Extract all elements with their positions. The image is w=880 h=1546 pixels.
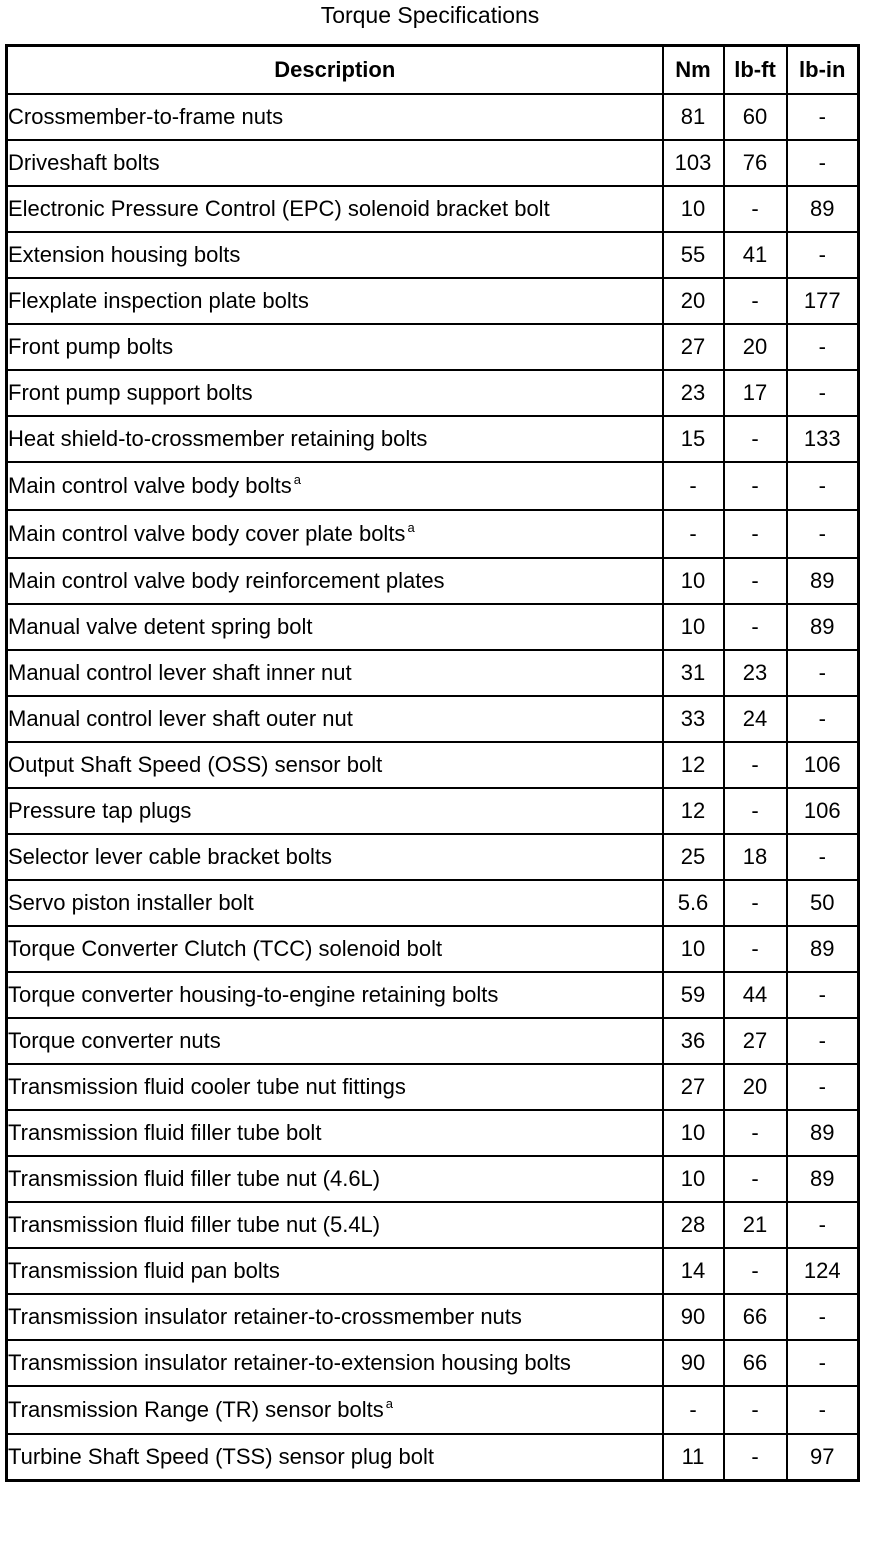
lbft-value: - — [724, 1248, 787, 1294]
lbin-value: 89 — [787, 926, 859, 972]
lbin-value: - — [787, 1064, 859, 1110]
nm-value: 5.6 — [663, 880, 724, 926]
row-description-cell — [7, 972, 663, 1018]
table-row — [7, 1018, 859, 1064]
row-description-cell — [7, 94, 663, 140]
table-row — [7, 1064, 859, 1110]
row-description-cell — [7, 1018, 663, 1064]
row-description: Flexplate inspection plate bolts — [8, 288, 309, 313]
lbft-value: 18 — [724, 834, 787, 880]
row-description: Pressure tap plugs — [8, 798, 192, 823]
row-description-cell — [7, 1340, 663, 1386]
nm-value: 103 — [663, 140, 724, 186]
table-row — [7, 650, 859, 696]
lbin-value: - — [787, 972, 859, 1018]
lbft-value: 21 — [724, 1202, 787, 1248]
row-description-cell — [7, 1294, 663, 1340]
footnote-marker: a — [293, 472, 301, 487]
lbft-value: 27 — [724, 1018, 787, 1064]
row-description-cell — [7, 696, 663, 742]
lbft-value: 20 — [724, 1064, 787, 1110]
row-description-cell — [7, 558, 663, 604]
nm-value: 33 — [663, 696, 724, 742]
lbin-value: - — [787, 232, 859, 278]
lbft-value: - — [724, 462, 787, 510]
lbin-value: - — [787, 94, 859, 140]
table-row — [7, 926, 859, 972]
lbft-value: 66 — [724, 1294, 787, 1340]
table-row — [7, 462, 859, 510]
nm-value: 90 — [663, 1340, 724, 1386]
table-row — [7, 1110, 859, 1156]
nm-value: 27 — [663, 1064, 724, 1110]
table-row — [7, 186, 859, 232]
lbin-value: - — [787, 696, 859, 742]
lbft-value: 60 — [724, 94, 787, 140]
lbft-value: - — [724, 558, 787, 604]
table-row — [7, 696, 859, 742]
lbin-value: - — [787, 1294, 859, 1340]
lbin-value: 133 — [787, 416, 859, 462]
lbft-value: - — [724, 416, 787, 462]
row-description: Main control valve body reinforcement plates — [8, 568, 445, 593]
nm-value: - — [663, 462, 724, 510]
torque-spec-table — [5, 44, 860, 1482]
lbft-value: 23 — [724, 650, 787, 696]
lbin-value: - — [787, 834, 859, 880]
lbin-value: 89 — [787, 1110, 859, 1156]
row-description-cell — [7, 370, 663, 416]
row-description-cell — [7, 278, 663, 324]
lbin-value: 124 — [787, 1248, 859, 1294]
lbin-value: - — [787, 1340, 859, 1386]
nm-value: 55 — [663, 232, 724, 278]
nm-value: 90 — [663, 1294, 724, 1340]
table-row — [7, 94, 859, 140]
table-row — [7, 834, 859, 880]
row-description: Driveshaft bolts — [8, 150, 160, 175]
table-body — [7, 94, 859, 1481]
table-row — [7, 1202, 859, 1248]
row-description: Main control valve body cover plate bolts — [8, 521, 406, 546]
table-row — [7, 510, 859, 558]
nm-value: 15 — [663, 416, 724, 462]
lbin-value: 97 — [787, 1434, 859, 1481]
row-description: Torque converter housing-to-engine retaining bolts — [8, 982, 499, 1007]
nm-value: 14 — [663, 1248, 724, 1294]
table-row — [7, 1340, 859, 1386]
lbft-value: - — [724, 742, 787, 788]
lbft-value: 20 — [724, 324, 787, 370]
column-header-lbft: lb-ft — [724, 46, 787, 95]
row-description-cell — [7, 416, 663, 462]
lbin-value: 50 — [787, 880, 859, 926]
row-description: Front pump support bolts — [8, 380, 253, 405]
table-row — [7, 324, 859, 370]
nm-value: - — [663, 1386, 724, 1434]
table-row — [7, 1294, 859, 1340]
nm-value: 10 — [663, 1110, 724, 1156]
row-description: Front pump bolts — [8, 334, 174, 359]
row-description-cell — [7, 1386, 663, 1434]
row-description: Transmission fluid filler tube nut (4.6L) — [8, 1166, 381, 1191]
row-description-cell — [7, 232, 663, 278]
lbft-value: 41 — [724, 232, 787, 278]
page-title: Torque Specifications — [320, 2, 540, 28]
row-description-cell — [7, 1110, 663, 1156]
row-description: Transmission fluid cooler tube nut fittings — [8, 1074, 406, 1099]
row-description: Manual control lever shaft outer nut — [8, 706, 353, 731]
row-description: Manual valve detent spring bolt — [8, 614, 313, 639]
column-header-nm: Nm — [663, 46, 724, 95]
row-description-cell — [7, 650, 663, 696]
lbft-value: - — [724, 1156, 787, 1202]
row-description: Manual control lever shaft inner nut — [8, 660, 352, 685]
nm-value: - — [663, 510, 724, 558]
row-description: Transmission insulator retainer-to-crossmember nuts — [8, 1304, 522, 1329]
table-row — [7, 742, 859, 788]
row-description-cell — [7, 140, 663, 186]
column-header-description: Description — [7, 46, 663, 95]
row-description: Transmission Range (TR) sensor bolts — [8, 1397, 384, 1422]
footnote-marker: a — [407, 520, 415, 535]
row-description-cell — [7, 1248, 663, 1294]
lbft-value: - — [724, 788, 787, 834]
table-row — [7, 140, 859, 186]
row-description-cell — [7, 462, 663, 510]
nm-value: 20 — [663, 278, 724, 324]
row-description-cell — [7, 324, 663, 370]
row-description: Selector lever cable bracket bolts — [8, 844, 333, 869]
table-row — [7, 1156, 859, 1202]
lbin-value: - — [787, 140, 859, 186]
lbin-value: - — [787, 462, 859, 510]
table-row — [7, 232, 859, 278]
column-header-lbin: lb-in — [787, 46, 859, 95]
nm-value: 23 — [663, 370, 724, 416]
lbin-value: 89 — [787, 1156, 859, 1202]
row-description: Heat shield-to-crossmember retaining bolts — [8, 426, 428, 451]
lbft-value: - — [724, 186, 787, 232]
nm-value: 25 — [663, 834, 724, 880]
header-row — [7, 46, 859, 95]
nm-value: 10 — [663, 1156, 724, 1202]
table-row — [7, 972, 859, 1018]
row-description-cell — [7, 186, 663, 232]
lbft-value: - — [724, 604, 787, 650]
lbft-value: - — [724, 1434, 787, 1481]
table-row — [7, 1248, 859, 1294]
lbin-value: - — [787, 1386, 859, 1434]
lbin-value: - — [787, 370, 859, 416]
row-description-cell — [7, 926, 663, 972]
table-row — [7, 278, 859, 324]
row-description-cell — [7, 510, 663, 558]
row-description: Torque converter nuts — [8, 1028, 221, 1053]
table-row — [7, 1386, 859, 1434]
row-description-cell — [7, 880, 663, 926]
table-header — [7, 46, 859, 95]
row-description: Crossmember-to-frame nuts — [8, 104, 284, 129]
lbft-value: - — [724, 510, 787, 558]
lbin-value: - — [787, 1202, 859, 1248]
row-description-cell — [7, 1202, 663, 1248]
nm-value: 10 — [663, 604, 724, 650]
lbin-value: 177 — [787, 278, 859, 324]
row-description: Electronic Pressure Control (EPC) solenoid bracket bolt — [8, 196, 550, 221]
nm-value: 36 — [663, 1018, 724, 1064]
nm-value: 28 — [663, 1202, 724, 1248]
table-row — [7, 788, 859, 834]
lbft-value: - — [724, 880, 787, 926]
nm-value: 10 — [663, 926, 724, 972]
row-description-cell — [7, 788, 663, 834]
table-row — [7, 604, 859, 650]
row-description-cell — [7, 1156, 663, 1202]
lbin-value: - — [787, 1018, 859, 1064]
lbin-value: - — [787, 650, 859, 696]
lbin-value: - — [787, 510, 859, 558]
table-row — [7, 416, 859, 462]
row-description: Transmission fluid filler tube nut (5.4L) — [8, 1212, 381, 1237]
lbin-value: 106 — [787, 788, 859, 834]
lbin-value: 89 — [787, 558, 859, 604]
row-description-cell — [7, 1064, 663, 1110]
lbft-value: - — [724, 926, 787, 972]
row-description: Transmission fluid pan bolts — [8, 1258, 280, 1283]
row-description-cell — [7, 834, 663, 880]
lbft-value: 66 — [724, 1340, 787, 1386]
lbft-value: 44 — [724, 972, 787, 1018]
nm-value: 10 — [663, 186, 724, 232]
row-description-cell — [7, 742, 663, 788]
row-description-cell — [7, 1434, 663, 1481]
nm-value: 31 — [663, 650, 724, 696]
lbin-value: 106 — [787, 742, 859, 788]
lbin-value: - — [787, 324, 859, 370]
nm-value: 27 — [663, 324, 724, 370]
table-row — [7, 370, 859, 416]
nm-value: 12 — [663, 742, 724, 788]
nm-value: 10 — [663, 558, 724, 604]
nm-value: 11 — [663, 1434, 724, 1481]
row-description: Main control valve body bolts — [8, 473, 292, 498]
lbin-value: 89 — [787, 604, 859, 650]
nm-value: 12 — [663, 788, 724, 834]
lbft-value: 76 — [724, 140, 787, 186]
nm-value: 59 — [663, 972, 724, 1018]
row-description: Output Shaft Speed (OSS) sensor bolt — [8, 752, 383, 777]
row-description: Transmission insulator retainer-to-extension housing bolts — [8, 1350, 571, 1375]
row-description: Turbine Shaft Speed (TSS) sensor plug bolt — [8, 1444, 434, 1469]
row-description: Servo piston installer bolt — [8, 890, 254, 915]
row-description: Transmission fluid filler tube bolt — [8, 1120, 322, 1145]
lbft-value: - — [724, 278, 787, 324]
footnote-marker: a — [385, 1396, 393, 1411]
row-description: Extension housing bolts — [8, 242, 241, 267]
table-row — [7, 558, 859, 604]
lbft-value: 24 — [724, 696, 787, 742]
lbft-value: - — [724, 1386, 787, 1434]
nm-value: 81 — [663, 94, 724, 140]
table-row — [7, 1434, 859, 1481]
row-description-cell — [7, 604, 663, 650]
lbft-value: - — [724, 1110, 787, 1156]
lbft-value: 17 — [724, 370, 787, 416]
row-description: Torque Converter Clutch (TCC) solenoid bolt — [8, 936, 443, 961]
lbin-value: 89 — [787, 186, 859, 232]
table-row — [7, 880, 859, 926]
